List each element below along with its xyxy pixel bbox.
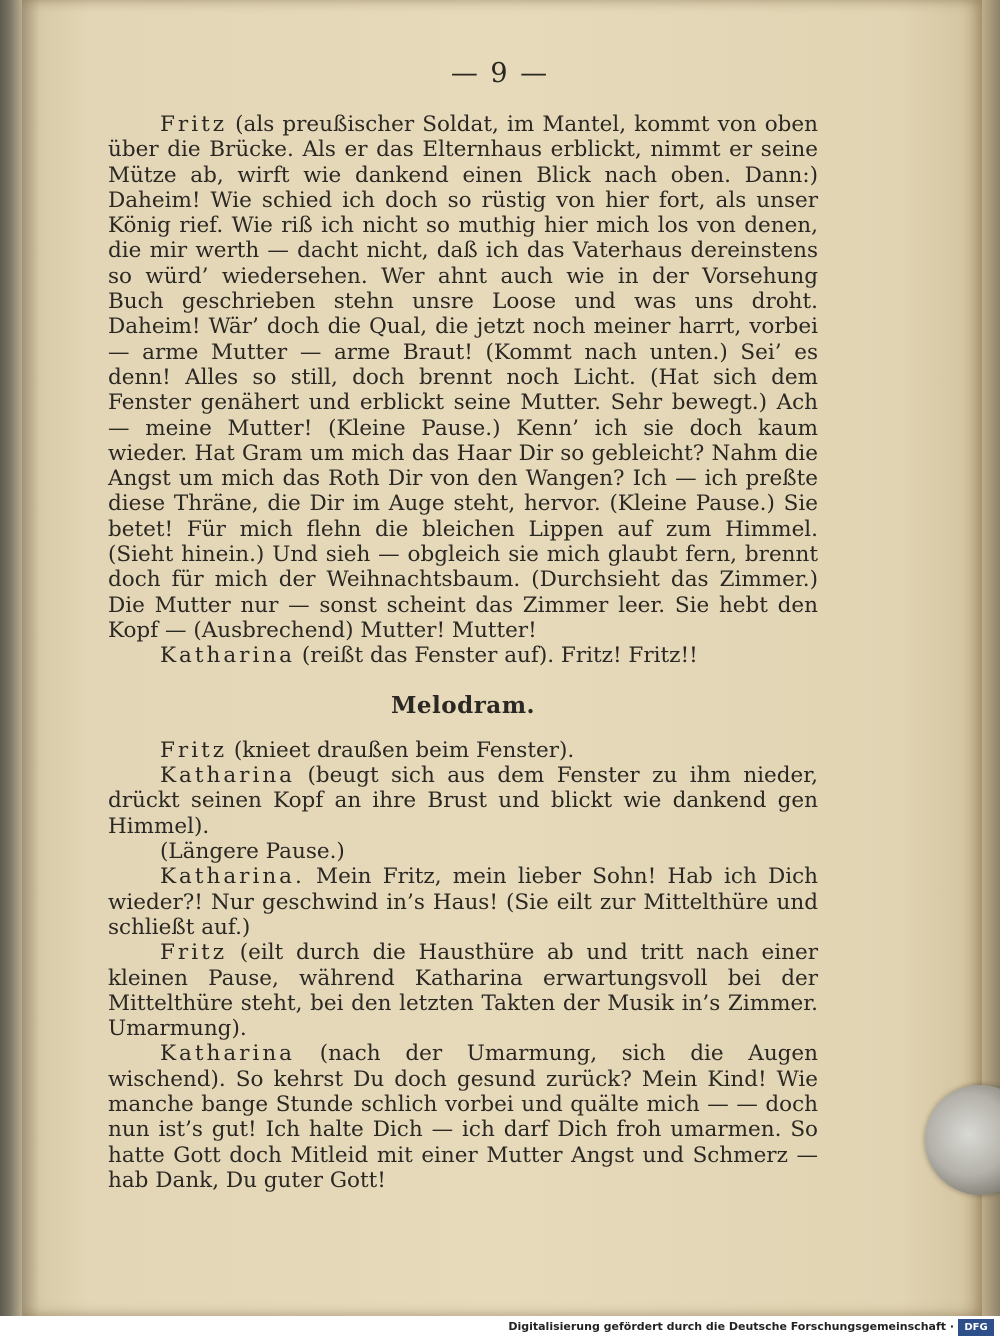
- paragraph: [108, 1041, 818, 1193]
- paragraph: [108, 940, 818, 1041]
- paragraph: [108, 864, 818, 940]
- stage-direction: (Längere Pause.): [160, 839, 345, 865]
- paragraph-text: (als preußischer Soldat, im Mantel, kommt von oben über die Brücke. Als er das Elternhaus erblickt, nimmt er seine Mütze ab, wirft wie dankend einen Blick nach oben. Dann:) Daheim! Wie schied ich doch so rüstig von hier fort, als unser König rief. Wie riß ich nicht so muthig hier mich los von denen, die mir werth — dacht nicht, daß ich das Vaterhaus dereinstens so würd’ wiedersehen. Wer ahnt auch wie in der Vorsehung Buch geschrieben stehn unsre Loose und was uns droht. Daheim! Wär’ doch die Qual, die jetzt noch meiner harrt, vorbei — arme Mutter — arme Braut! (Kommt nach unten.) Sei’ es denn! Alles so still, doch brennt noch Licht. (Hat sich dem Fenster genähert und erblickt seine Mutter. Sehr bewegt.) Ach — meine Mutter! (Kleine Pause.) Kenn’ ich sie doch kaum wieder. Hat Gram um mich das Haar Dir so gebleicht? Nahm die Angst um mich das Roth Dir von den Wangen? Ich — ich preßte diese Thräne, die Dir im Auge steht, hervor. (Kleine Pause.) Sie betet! Für mich flehn die bleichen Lippen auf zum Himmel. (Sieht hinein.) Und sieh — obgleich sie mich glaubt fern, brennt doch für mich der Weihnachtsbaum. (Durchsieht das Zimmer.) Die Mutter nur — sonst scheint das Zimmer leer. Sie hebt den Kopf — (Ausbrechend) Mutter! Mutter!: [108, 112, 818, 643]
- paragraph: [108, 738, 818, 763]
- speaker-name: Fritz: [160, 112, 228, 137]
- paragraph-text: (eilt durch die Hausthüre ab und tritt nach einer kleinen Pause, während Katharina erwartungsvoll bei der Mittelthüre steht, bei den letzten Takten der Musik in’s Zimmer. Umarmung).: [108, 940, 818, 1042]
- speaker-name: Katharina: [160, 763, 296, 789]
- paragraph-text: (reißt das Fenster auf). Fritz! Fritz!!: [295, 643, 698, 669]
- paragraph: [108, 112, 818, 643]
- speaker-name: Fritz: [160, 737, 228, 763]
- footer-bar: [0, 1316, 1000, 1340]
- speaker-name: Katharina: [160, 1041, 296, 1067]
- speaker-name: Fritz: [160, 940, 228, 966]
- section-heading: Melodram.: [390, 691, 536, 719]
- paragraph: [108, 763, 818, 839]
- speaker-name: Katharina.: [160, 864, 305, 890]
- paragraph-text: (beugt sich aus dem Fenster zu ihm nieder, drückt seinen Kopf an ihre Brust und blickt wie dankend gen Himmel).: [108, 763, 818, 839]
- paragraph-text: (nach der Umarmung, sich die Augen wischend). So kehrst Du doch gesund zurück? Mein Kind! Wie manche bange Stunde schlich vorbei und quälte mich — — doch nun ist’s gut! Ich halte Dich — ich darf Dich froh umarmen. So hatte Gott doch Mitleid mit einer Mutter Angst und Schmerz — hab Dank, Du guter Gott!: [108, 1041, 818, 1193]
- paragraph-text: (knieet draußen beim Fenster).: [227, 737, 575, 763]
- dfg-logo: DFG: [958, 1319, 994, 1336]
- paragraph-text: Mein Fritz, mein lieber Sohn! Hab ich Dich wieder?! Nur geschwind in’s Haus! (Sie eilt zur Mittelthüre und schließt auf.): [108, 864, 818, 940]
- funding-credit: Digitalisierung gefördert durch die Deutsche Forschungsgemeinschaft ·: [508, 1320, 954, 1333]
- speaker-name: Katharina: [160, 643, 296, 669]
- page-number: — 9 —: [450, 58, 550, 89]
- paragraph: [108, 643, 818, 668]
- body-text: [108, 112, 818, 1193]
